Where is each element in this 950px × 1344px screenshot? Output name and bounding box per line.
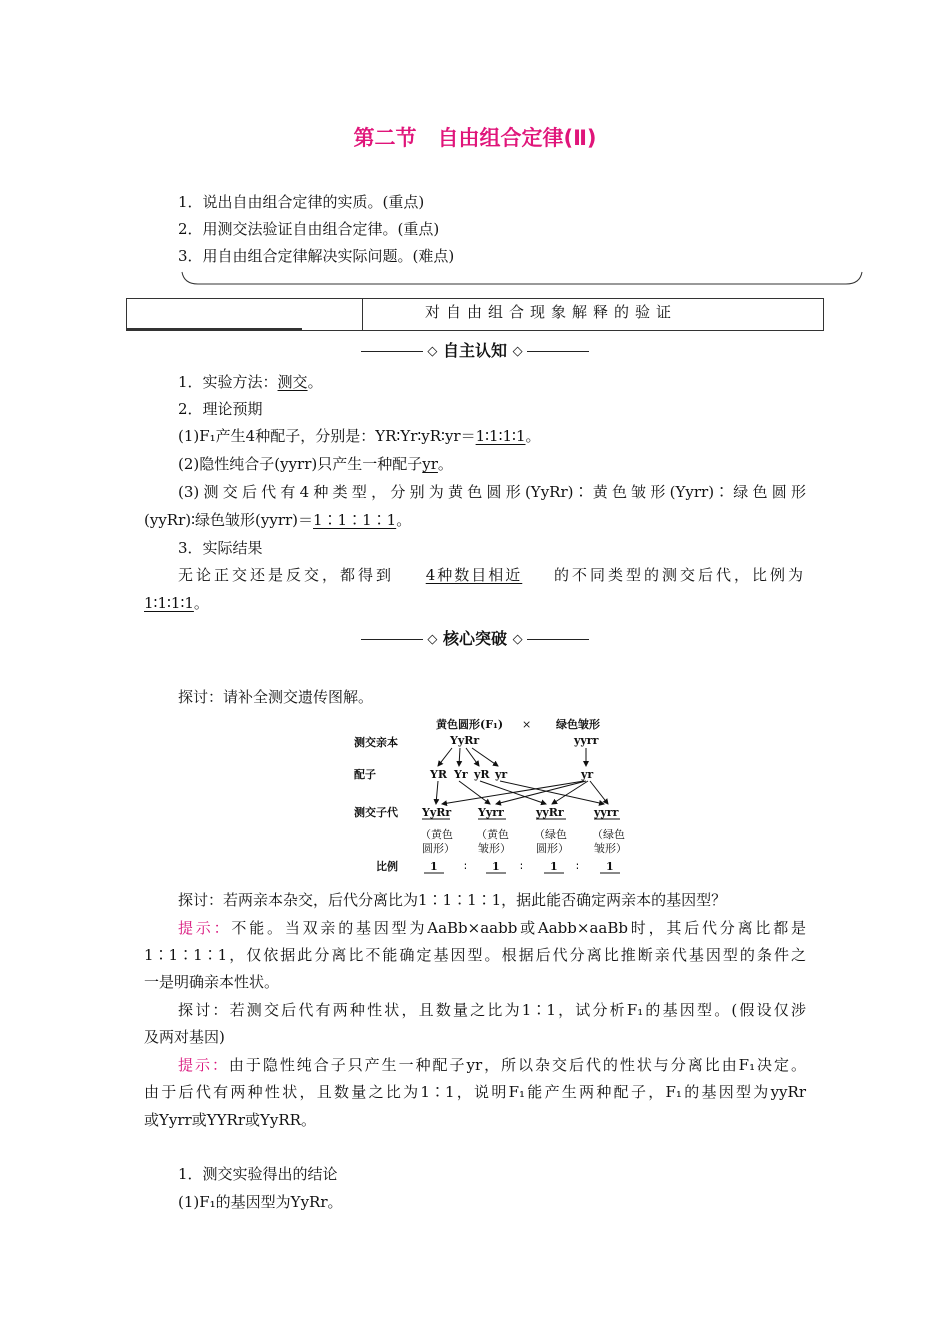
text: (2)隐性纯合子(yyrr)只产生一种配子 [178, 455, 423, 473]
text: 。 [307, 373, 323, 391]
core-c2: (1)F₁的基因型为YyRr。 [178, 1193, 343, 1211]
parent2-genotype: yyrr [574, 734, 599, 747]
text: 。 [437, 455, 453, 473]
ratio-4: 1 [606, 860, 614, 873]
gamete-3: yR [474, 768, 490, 781]
core-q1: 探讨：若两亲本杂交，后代分离比为1∶1∶1∶1，据此能否确定两亲本的基因型？ [178, 891, 727, 909]
answer: 1∶1∶1∶1 [475, 427, 526, 445]
self-p7 [178, 564, 806, 585]
text: 。 [525, 427, 541, 445]
parent2-phenotype: 绿色皱形 [556, 718, 600, 731]
phenotype-4a: （绿色 [592, 828, 625, 841]
ratio-sep-1: ∶ [464, 860, 467, 873]
testcross-diagram [340, 712, 640, 878]
core-q2-line2: 及两对基因) [144, 1028, 225, 1046]
parent1-phenotype: 黄色圆形(F₁) [436, 718, 504, 731]
section-box [126, 298, 824, 331]
core-a1-line2: 1∶1∶1∶1，仅依据此分离比不能确定基因型。根据后代分离比推断亲代基因型的条件之 [144, 946, 806, 964]
row-ratio-label: 比例 [376, 860, 398, 873]
ratio-1: 1 [430, 860, 438, 873]
ratio-sep-3: ∶ [576, 860, 579, 873]
text: (yyRr)∶绿色皱形(yyrr)＝ [144, 511, 314, 529]
phenotype-1b: 圆形） [422, 842, 455, 855]
objective-1: 1．说出自由组合定律的实质。(重点) [178, 193, 425, 211]
phenotype-2a: （黄色 [476, 828, 509, 841]
core-q0: 探讨：请补全测交遗传图解。 [178, 688, 374, 706]
gamete-p2: yr [581, 768, 594, 781]
heading-core: ◇ 核心突破 ◇ [0, 626, 950, 649]
offspring-2: Yyrr [478, 806, 504, 819]
text: 由于隐性纯合子只产生一种配子yr，所以杂交后代的性状与分离比由F₁决定。 [228, 1056, 806, 1074]
parent1-genotype: YyRr [450, 734, 480, 747]
offspring-4: yyrr [594, 806, 619, 819]
text: 的不同类型的测交后代，比例为 [553, 566, 806, 584]
self-p4 [178, 453, 453, 474]
self-p2: 2．理论预期 [178, 400, 263, 418]
text: 。 [396, 511, 412, 529]
phenotype-3a: （绿色 [534, 828, 567, 841]
core-a2-line1 [178, 1054, 806, 1075]
gamete-4: yr [495, 768, 508, 781]
cross-symbol: × [522, 718, 532, 731]
heading-self-study: ◇ 自主认知 ◇ [0, 338, 950, 361]
core-c1: 1．测交实验得出的结论 [178, 1165, 338, 1183]
text: (1)F₁产生4种配子，分别是：YR∶Yr∶yR∶yr＝ [178, 427, 476, 445]
heading-core-text: 核心突破 [442, 629, 507, 648]
self-p1 [178, 371, 323, 392]
section-box-title: 对自由组合现象解释的验证 [425, 303, 678, 321]
self-p8 [144, 592, 209, 613]
tip-label: 提示： [178, 1056, 229, 1074]
objective-2: 2．用测交法验证自由组合定律。(重点) [178, 220, 440, 238]
gamete-2: Yr [454, 768, 468, 781]
core-a2-line3: 或Yyrr或YYRr或YyRR。 [144, 1111, 316, 1129]
tip-label: 提示： [178, 919, 232, 937]
ratio-3: 1 [550, 860, 558, 873]
phenotype-2b: 皱形） [478, 842, 511, 855]
phenotype-3b: 圆形） [536, 842, 569, 855]
offspring-3: yyRr [536, 806, 564, 819]
row-parent-label: 测交亲本 [354, 736, 398, 749]
self-p6: 3．实际结果 [178, 539, 263, 557]
self-p5-line1: (3)测交后代有4种类型，分别为黄色圆形(YyRr)∶黄色皱形(Yyrr)∶绿色圆形 [178, 483, 806, 501]
gamete-1: YR [430, 768, 447, 781]
core-a1-line3: 一是明确亲本性状。 [144, 973, 280, 991]
core-a1-line1 [178, 917, 806, 938]
answer: 1∶1∶1∶1 [313, 511, 397, 529]
phenotype-1a: （黄色 [420, 828, 453, 841]
self-p5-line2 [144, 509, 411, 530]
row-gamete-label: 配子 [354, 768, 376, 781]
objectives-bracket [178, 268, 868, 290]
core-q2-line1: 探讨：若测交后代有两种性状，且数量之比为1∶1，试分析F₁的基因型。(假设仅涉 [178, 1001, 806, 1019]
text: 1．实验方法： [178, 373, 278, 391]
objective-3: 3．用自由组合定律解决实际问题。(难点) [178, 247, 455, 265]
text: 不能。当双亲的基因型为AaBb×aabb或Aabb×aaBb时，其后代分离比都是 [231, 919, 806, 937]
core-a2-line2: 由于后代有两种性状，且数量之比为1∶1，说明F₁能产生两种配子，F₁的基因型为yyRr [144, 1083, 806, 1101]
phenotype-4b: 皱形） [594, 842, 627, 855]
answer: 4种数目相近 [425, 566, 523, 584]
heading-self-study-text: 自主认知 [442, 341, 507, 360]
ratio-2: 1 [492, 860, 500, 873]
text: 。 [193, 594, 209, 612]
ratio-sep-2: ∶ [520, 860, 523, 873]
self-p3 [178, 425, 541, 446]
answer: 测交 [277, 373, 308, 391]
offspring-1: YyRr [422, 806, 452, 819]
page-title: 第二节 自由组合定律(Ⅱ) [353, 126, 597, 150]
row-offspring-label: 测交子代 [354, 806, 398, 819]
answer: 1∶1∶1∶1 [144, 594, 194, 612]
text: 无论正交还是反交，都得到 [178, 566, 395, 584]
answer: yr [422, 455, 438, 473]
